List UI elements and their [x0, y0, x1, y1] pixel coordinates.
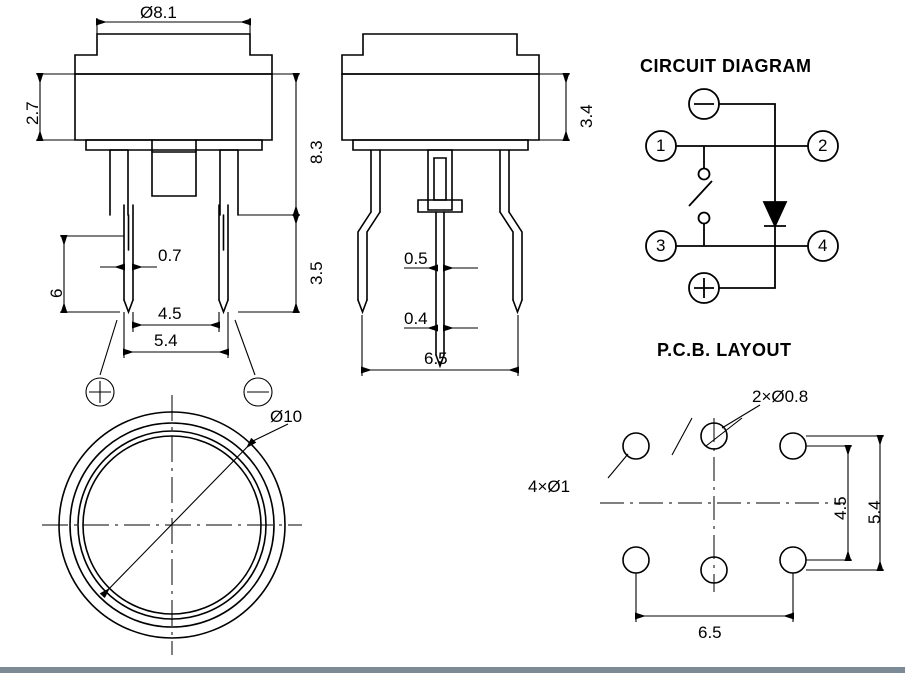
dim-front-width: Ø8.1 — [140, 3, 177, 22]
top-view-centerlines — [42, 395, 302, 655]
circuit-diagram-title: CIRCUIT DIAGRAM — [640, 56, 812, 76]
pcb-dim-v-inner: 4.5 — [831, 496, 850, 520]
dim-front-pin-width: 0.7 — [158, 246, 182, 265]
dim-side-span: 6.5 — [424, 349, 448, 368]
pcb-layout-title: P.C.B. LAYOUT — [657, 340, 792, 360]
pcb-dim-v-outer: 5.4 — [865, 500, 884, 524]
dim-front-total-height: 8.3 — [307, 140, 326, 164]
dim-top-diameter: Ø10 — [270, 407, 303, 426]
pcb-centerlines — [600, 418, 845, 592]
dim-side-body-height: 3.4 — [577, 104, 596, 128]
pcb-dim-h: 6.5 — [698, 623, 722, 642]
circuit-terminal-1: 1 — [656, 136, 666, 155]
pcb-hole-small: 2×Ø0.8 — [752, 387, 809, 406]
front-view-geometry — [75, 34, 272, 312]
dim-front-pitch-outer: 5.4 — [154, 331, 178, 350]
circuit-terminal-4: 4 — [818, 236, 828, 255]
footer-bar — [0, 667, 905, 673]
side-view-geometry — [342, 34, 539, 366]
circuit-diagram-geometry — [646, 89, 838, 303]
dim-side-pin-b: 0.4 — [404, 309, 428, 328]
dim-front-lead-height: 6 — [47, 288, 66, 298]
dim-front-cap-height: 2.7 — [23, 101, 42, 125]
dim-front-pin-length: 3.5 — [307, 261, 326, 285]
dim-front-pitch-inner: 4.5 — [158, 304, 182, 323]
circuit-terminal-3: 3 — [656, 236, 666, 255]
pcb-hole-large: 4×Ø1 — [528, 477, 571, 496]
dim-side-pin-a: 0.5 — [404, 249, 428, 268]
circuit-terminal-2: 2 — [818, 136, 828, 155]
